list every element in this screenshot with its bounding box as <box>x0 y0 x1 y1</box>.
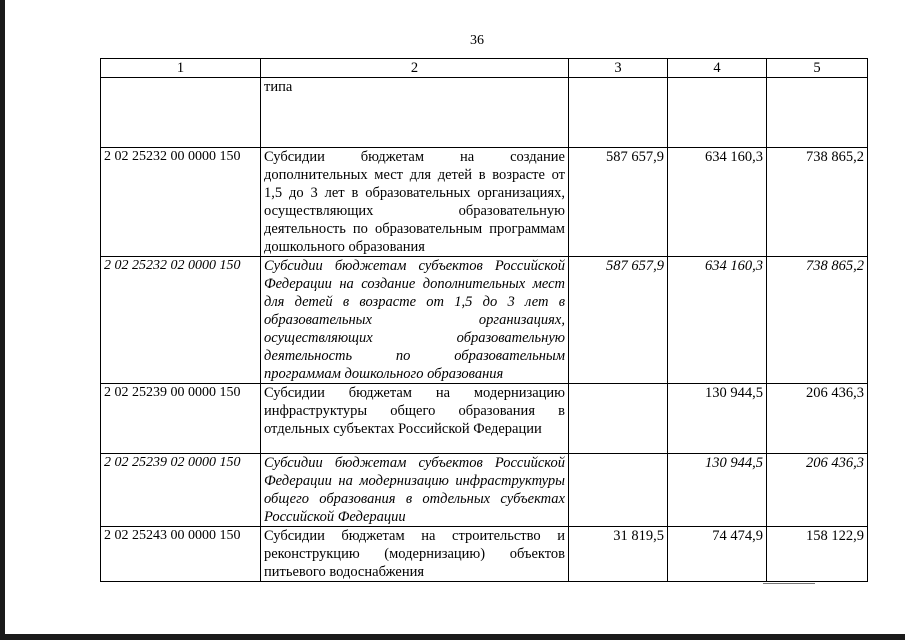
row-value-col3: 587 657,9 <box>569 148 668 257</box>
column-header-1: 1 <box>101 59 261 78</box>
row-value-col4: 634 160,3 <box>668 148 767 257</box>
row-value-col5: 738 865,2 <box>767 148 868 257</box>
table-row <box>101 257 868 384</box>
row-code: 2 02 25239 00 0000 150 <box>101 384 261 454</box>
row-value-col4: 130 944,5 <box>668 384 767 454</box>
row-value-col3 <box>569 454 668 527</box>
column-header-5: 5 <box>767 59 868 78</box>
row-value-col3: 31 819,5 <box>569 527 668 582</box>
row-description: Субсидии бюджетам на строительство и реконструкцию (модернизацию) объектов питьевого водоснабжения <box>261 527 569 582</box>
row-description: Субсидии бюджетам субъектов Российской Федерации на модернизацию инфраструктуры общего образования в отдельных субъектах Российской Федерации <box>261 454 569 527</box>
row-description: Субсидии бюджетам на создание дополнительных мест для детей в возрасте от 1,5 до 3 лет в образовательных организациях, осуществляющих образовательную деятельность по образовательным программам дошкольного образования <box>261 148 569 257</box>
row-value-col3 <box>569 384 668 454</box>
row-value-col5: 738 865,2 <box>767 257 868 384</box>
row-description: Субсидии бюджетам на модернизацию инфраструктуры общего образования в отдельных субъектах Российской Федерации <box>261 384 569 454</box>
row-value-col5: 158 122,9 <box>767 527 868 582</box>
row-code: 2 02 25232 02 0000 150 <box>101 257 261 384</box>
scan-edge-bottom <box>0 634 905 640</box>
table-row <box>101 384 868 454</box>
column-header-3: 3 <box>569 59 668 78</box>
row-code <box>101 78 261 148</box>
row-value-col4 <box>668 78 767 148</box>
scan-edge-left <box>0 0 5 640</box>
footer-rule <box>763 583 815 584</box>
row-code: 2 02 25243 00 0000 150 <box>101 527 261 582</box>
column-header-2: 2 <box>261 59 569 78</box>
row-description: типа <box>261 78 569 148</box>
row-value-col3 <box>569 78 668 148</box>
row-value-col4: 74 474,9 <box>668 527 767 582</box>
row-code: 2 02 25232 00 0000 150 <box>101 148 261 257</box>
table-row <box>101 454 868 527</box>
row-code: 2 02 25239 02 0000 150 <box>101 454 261 527</box>
row-value-col3: 587 657,9 <box>569 257 668 384</box>
row-value-col5: 206 436,3 <box>767 454 868 527</box>
budget-table <box>100 58 868 582</box>
page-number: 36 <box>470 33 484 48</box>
table-row <box>101 148 868 257</box>
row-value-col5 <box>767 78 868 148</box>
table-row <box>101 78 868 148</box>
row-value-col4: 130 944,5 <box>668 454 767 527</box>
row-description: Субсидии бюджетам субъектов Российской Федерации на создание дополнительных мест для детей в возрасте от 1,5 до 3 лет в образовательных организациях, осуществляющих образовательную деятельность по образовательным программам дошкольного образования <box>261 257 569 384</box>
table-row <box>101 527 868 582</box>
row-value-col5: 206 436,3 <box>767 384 868 454</box>
row-value-col4: 634 160,3 <box>668 257 767 384</box>
header-row <box>101 59 868 78</box>
column-header-4: 4 <box>668 59 767 78</box>
